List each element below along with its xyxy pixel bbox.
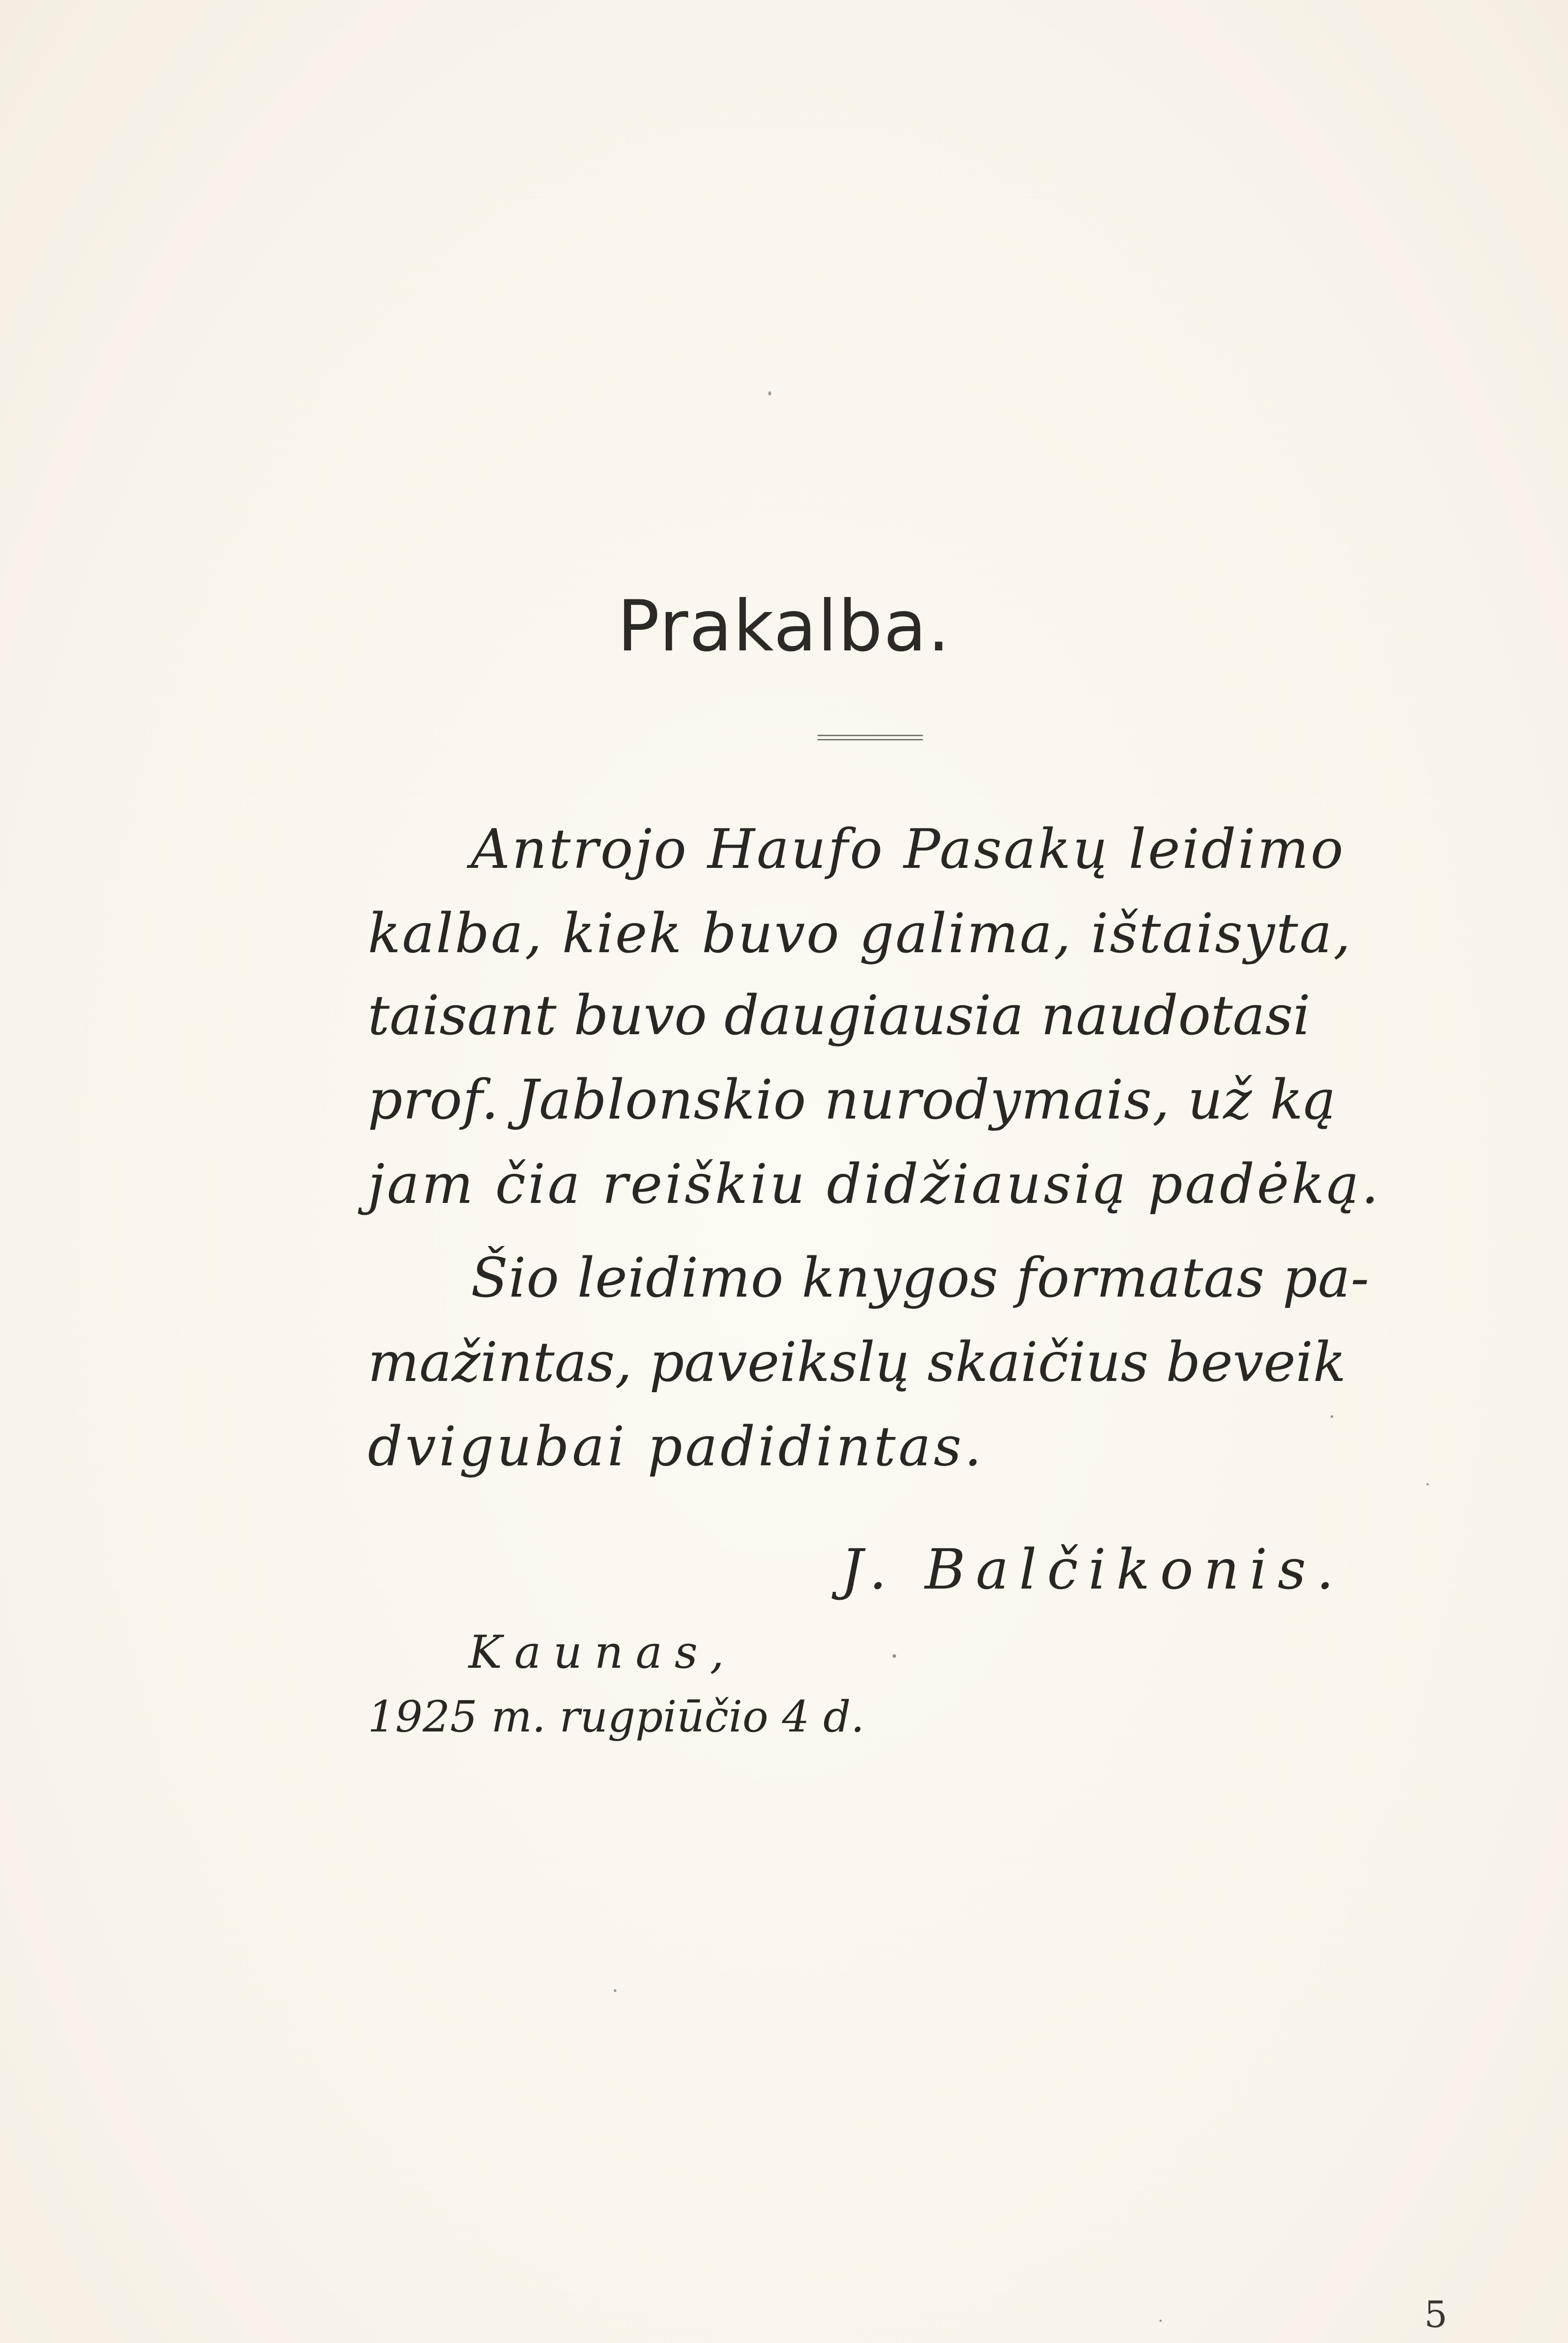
page-title: Prakalba. <box>617 586 951 667</box>
title-divider <box>817 735 923 740</box>
paragraph-2-line-1: Šio leidimo knygos formatas pa- <box>471 1246 1370 1310</box>
place-line: Kaunas, <box>468 1626 736 1679</box>
page-number: 5 <box>1424 2294 1448 2336</box>
paper-speck <box>892 1654 896 1658</box>
paragraph-1-line-1: Antrojo Haufo Pasakų leidimo <box>471 818 1345 881</box>
paragraph-1-line-4: prof. Jablonskio nurodymais, už ką <box>368 1068 1337 1132</box>
paragraph-1-line-3: taisant buvo daugiausia naudotasi <box>368 984 1311 1047</box>
paragraph-2-line-3: dvigubai padidintas. <box>368 1415 985 1478</box>
paper-speck <box>1427 1483 1429 1485</box>
author-signature: J. Balčikonis. <box>841 1537 1345 1602</box>
paragraph-1-line-5: jam čia reiškiu didžiausią padėką. <box>368 1153 1381 1216</box>
paragraph-1-line-2: kalba, kiek buvo galima, ištaisyta, <box>368 902 1352 965</box>
paper-speck <box>1159 2320 1162 2322</box>
paragraph-2-line-2: mažintas, paveikslų skaičius beveik <box>368 1331 1346 1394</box>
paper-speck <box>1330 1415 1333 1418</box>
paper-speck <box>614 1989 617 1992</box>
date-line: 1925 m. rugpiūčio 4 d. <box>368 1692 865 1742</box>
paper-speck <box>768 391 771 395</box>
